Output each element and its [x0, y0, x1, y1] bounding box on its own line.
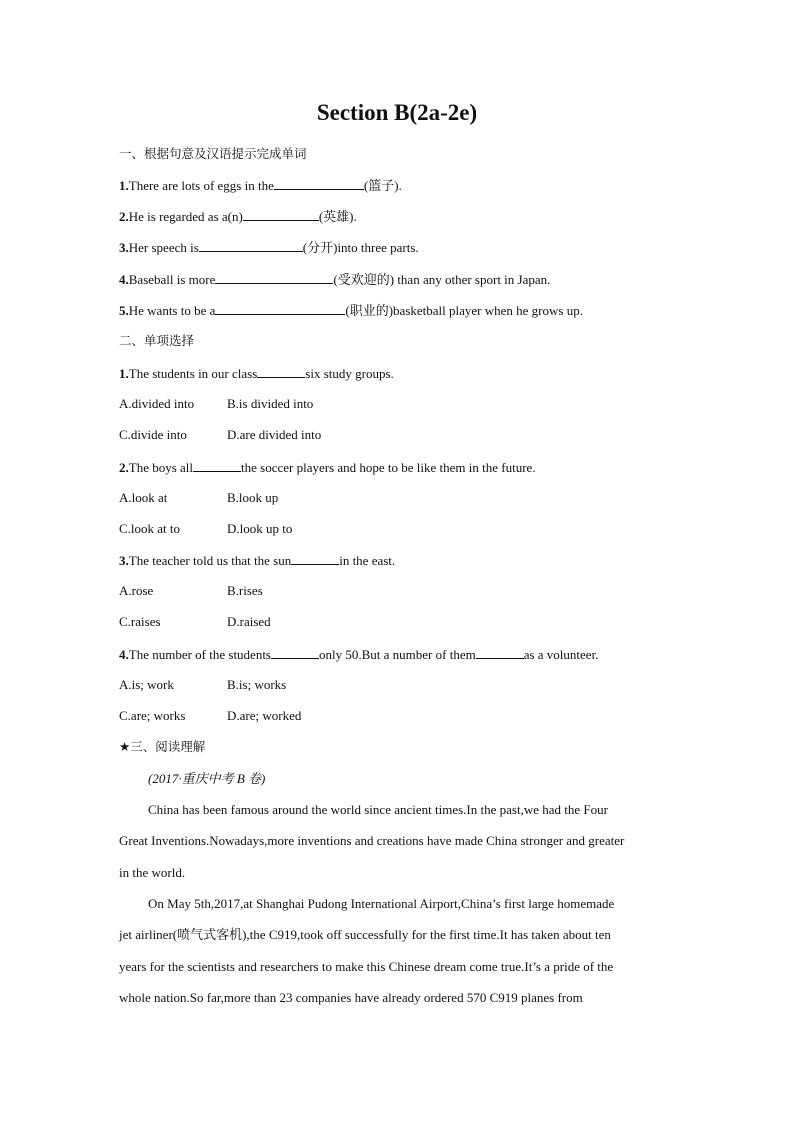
choice-question-2: [119, 459, 536, 476]
question-text-before: The number of the students: [128, 647, 271, 662]
item-number: 1.: [119, 178, 129, 193]
option-c[interactable]: C.raises: [119, 614, 161, 629]
item-text-after: (职业的)basketball player when he grows up.: [345, 303, 583, 318]
question-text-before: The teacher told us that the sun: [128, 553, 292, 568]
option-d[interactable]: D.raised: [227, 614, 271, 629]
option-b[interactable]: B.look up: [227, 490, 279, 505]
passage-line: Great Inventions.Nowadays,more inventions and creations have made China stronger and greater: [119, 833, 625, 848]
section2-heading: 二、单项选择: [119, 333, 195, 348]
choice-question-1: [119, 365, 394, 382]
item-text-before: He is regarded as a(n): [128, 209, 243, 224]
answer-blank[interactable]: [215, 302, 345, 315]
section1-heading: 一、根据句意及汉语提示完成单词: [119, 146, 307, 161]
fill-item-3: [119, 239, 419, 256]
question-text-after: six study groups.: [305, 366, 394, 381]
item-number: 2.: [119, 209, 129, 224]
item-text-after: (英雄).: [318, 209, 357, 224]
option-d[interactable]: D.are divided into: [227, 427, 322, 442]
answer-blank[interactable]: [476, 646, 524, 659]
item-text-before: He wants to be a: [128, 303, 216, 318]
option-b[interactable]: B.is divided into: [227, 396, 314, 411]
answer-blank[interactable]: [291, 552, 339, 565]
option-c[interactable]: C.look at to: [119, 521, 181, 536]
item-number: 4.: [119, 272, 129, 287]
answer-blank[interactable]: [271, 646, 319, 659]
option-a[interactable]: A.divided into: [119, 396, 195, 411]
passage-line: jet airliner(喷气式客机),the C919,took off successfully for the first time.It has taken about ten: [119, 927, 611, 942]
question-text-after: in the east.: [339, 553, 396, 568]
passage-line: years for the scientists and researchers to make this Chinese dream come true.It’s a pride of the: [119, 959, 614, 974]
answer-blank[interactable]: [243, 208, 319, 221]
item-number: 3.: [119, 240, 129, 255]
question-number: 1.: [119, 366, 129, 381]
question-text-after: as a volunteer.: [523, 647, 599, 662]
option-d[interactable]: D.are; worked: [227, 708, 302, 723]
item-text-before: There are lots of eggs in the: [128, 178, 274, 193]
item-text-after: (分开)into three parts.: [302, 240, 419, 255]
fill-item-2: [119, 208, 357, 225]
answer-blank[interactable]: [193, 459, 241, 472]
section3-heading: ★三、阅读理解: [119, 739, 206, 754]
option-c[interactable]: C.are; works: [119, 708, 186, 723]
fill-item-5: [119, 302, 583, 319]
page-title: Section B(2a-2e): [316, 100, 478, 125]
answer-blank[interactable]: [215, 271, 333, 284]
passage-source: (2017·重庆中考 B 卷): [148, 771, 266, 786]
fill-item-1: [119, 177, 402, 194]
question-number: 2.: [119, 460, 129, 475]
answer-blank[interactable]: [274, 177, 364, 190]
answer-blank[interactable]: [257, 365, 305, 378]
passage-line: in the world.: [119, 865, 186, 880]
question-text-before: The students in our class: [128, 366, 258, 381]
passage-line: whole nation.So far,more than 23 companies have already ordered 570 C919 planes from: [119, 990, 583, 1005]
option-b[interactable]: B.is; works: [227, 677, 287, 692]
question-number: 3.: [119, 553, 129, 568]
option-a[interactable]: A.look at: [119, 490, 168, 505]
fill-item-4: [119, 271, 550, 288]
option-a[interactable]: A.is; work: [119, 677, 174, 692]
option-a[interactable]: A.rose: [119, 583, 154, 598]
item-text-before: Baseball is more: [128, 272, 216, 287]
item-text-after: (受欢迎的) than any other sport in Japan.: [333, 272, 551, 287]
passage-line: On May 5th,2017,at Shanghai Pudong International Airport,China’s first large homemade: [148, 896, 615, 911]
question-text-after: the soccer players and hope to be like them in the future.: [241, 460, 536, 475]
option-b[interactable]: B.rises: [227, 583, 263, 598]
option-d[interactable]: D.look up to: [227, 521, 293, 536]
passage-line: China has been famous around the world since ancient times.In the past,we had the Four: [148, 802, 608, 817]
answer-blank[interactable]: [199, 239, 303, 252]
choice-question-4: [119, 646, 598, 663]
choice-question-3: [119, 552, 395, 569]
item-number: 5.: [119, 303, 129, 318]
item-text-after: (篮子).: [363, 178, 402, 193]
question-number: 4.: [119, 647, 129, 662]
question-text-middle: only 50.But a number of them: [319, 647, 476, 662]
option-c[interactable]: C.divide into: [119, 427, 187, 442]
question-text-before: The boys all: [128, 460, 194, 475]
item-text-before: Her speech is: [128, 240, 199, 255]
